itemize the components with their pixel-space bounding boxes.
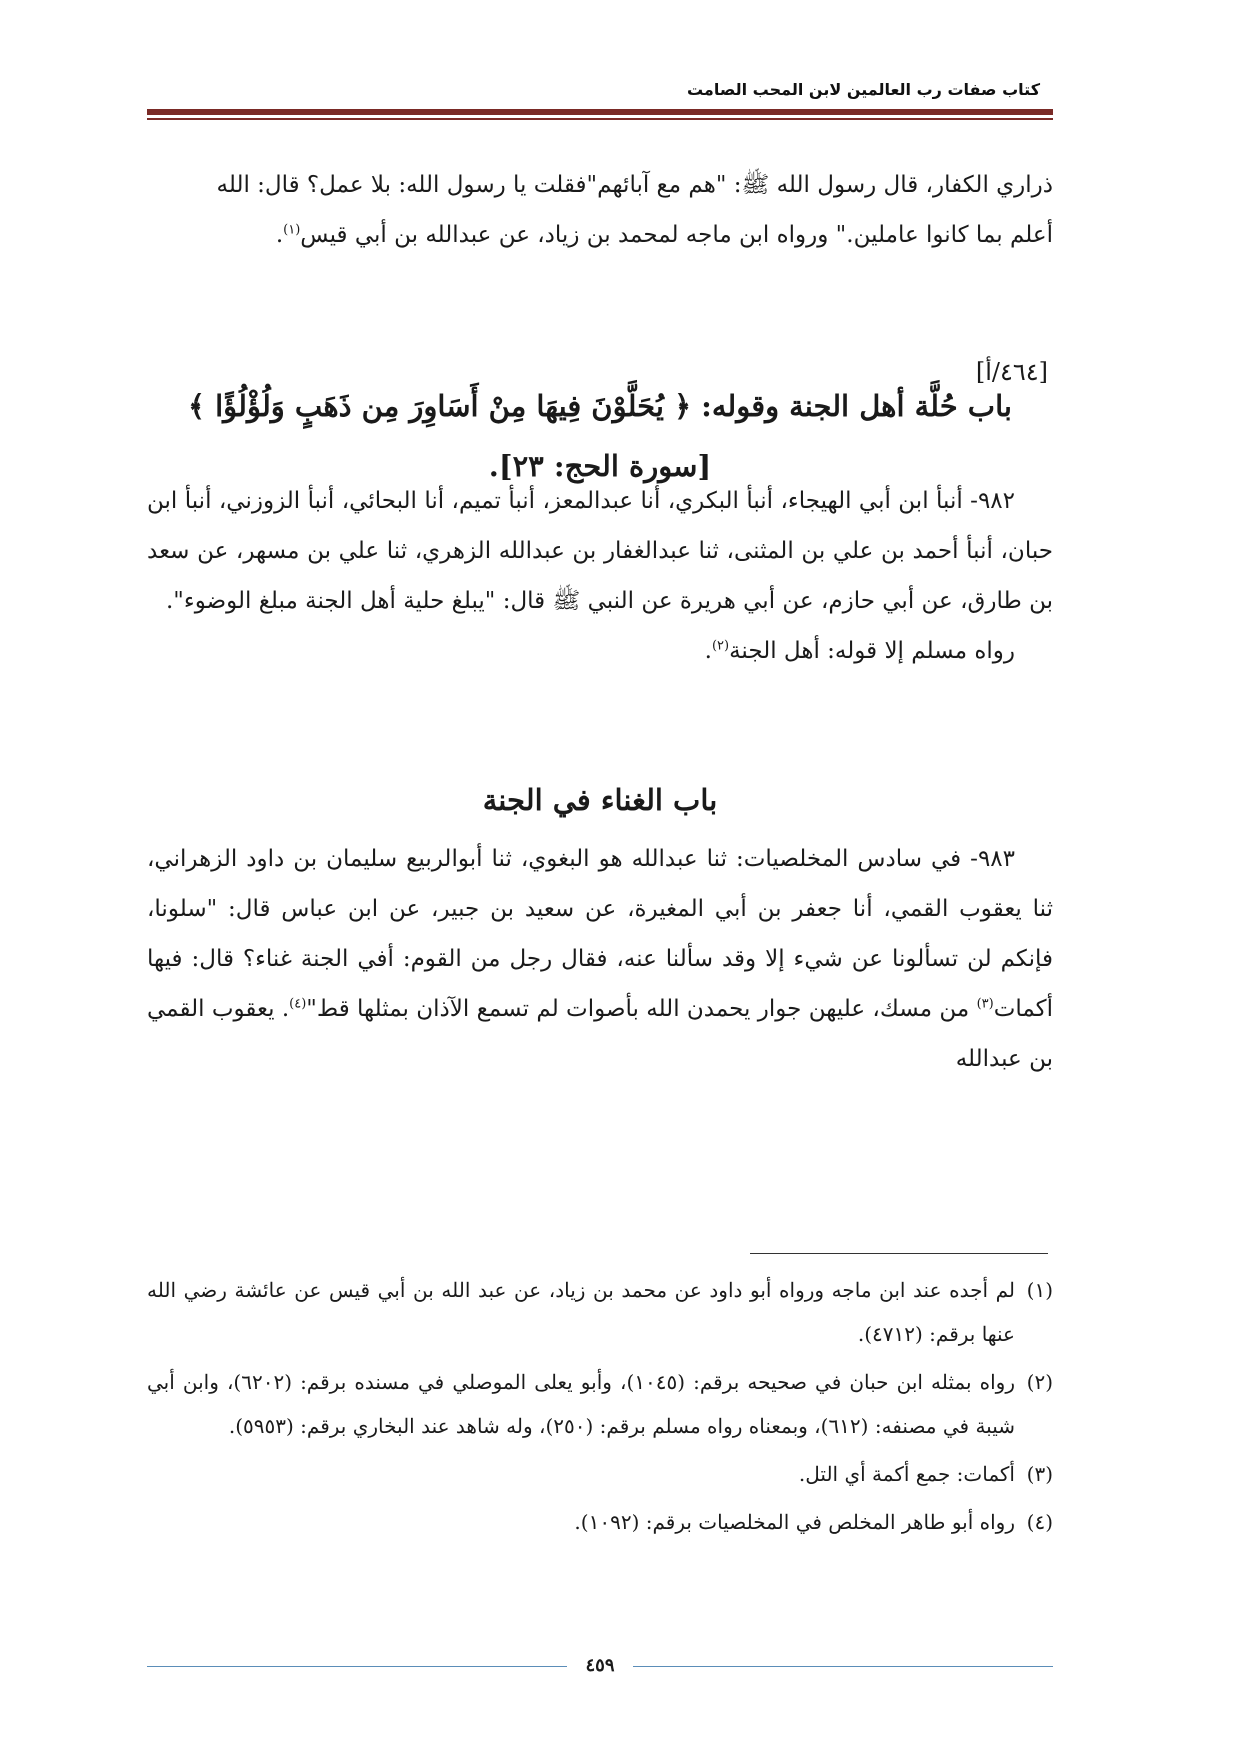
chapter-title-line-2: [سورة الحج: ٢٣].: [488, 449, 712, 483]
hadith-983-part-2: من مسك، عليهن جوار يحمدن الله بأصوات لم تسمع الآذان بمثلها قط": [306, 996, 977, 1022]
intro-line-2-text: أعلم بما كانوا عاملين." ورواه ابن ماجه لمحمد بن زياد، عن عبدالله بن أبي قيس: [300, 222, 1053, 248]
intro-line-1: ذراري الكفار، قال رسول الله ﷺ: "هم مع آبائهم"فقلت يا رسول الله: بلا عمل؟ قال: الله: [216, 172, 1053, 198]
footnote-item: [147, 1268, 1053, 1356]
footnote-number: (١): [1026, 1278, 1053, 1302]
chapter-title-line-1: باب حُلَّة أهل الجنة وقوله: ﴿ يُحَلَّوْنَ فِيهَا مِنْ أَسَاوِرَ مِن ذَهَبٍ وَلُؤْلُؤًا ﴾: [188, 389, 1012, 423]
header-rule: [147, 109, 1053, 115]
chapter-title-singing: باب الغناء في الجنة: [482, 783, 718, 817]
footnote-ref-1[interactable]: (١): [283, 222, 301, 238]
footnote-number: (٤): [1026, 1510, 1053, 1534]
citation-end: .: [704, 638, 712, 664]
hadith-983-part-3: . يعقوب القمي بن عبدالله: [147, 996, 1053, 1072]
footnote-ref-4[interactable]: (٤): [289, 996, 307, 1012]
hadith-982-text: ٩٨٢- أنبأ ابن أبي الهيجاء، أنبأ البكري، أنا عبدالمعز، أنبأ تميم، أنا البحائي، أنبأ الزوزني، أنبأ ابن حبان، أنبأ أحمد بن علي بن المثنى، ثنا عبدالغفار بن عبدالله الزهري، ثنا علي بن مسهر، عن سعد بن طارق، عن أبي حازم، عن أبي هريرة عن النبي ﷺ قال: "يبلغ حلية أهل الجنة مبلغ الوضوء".: [147, 488, 1053, 614]
footnote-text: رواه بمثله ابن حبان في صحيحه برقم: (١٠٤٥)، وأبو يعلى الموصلي في مسنده برقم: (٦٢٠٢)، وابن أبي شيبة في مصنفه: (٦١٢)، وبمعناه رواه مسلم برقم: (٢٥٠)، وله شاهد عند البخاري برقم: (٥٩٥٣).: [147, 1370, 1015, 1438]
footnote-text: لم أجده عند ابن ماجه ورواه أبو داود عن محمد بن زياد، عن عبد الله بن أبي قيس عن عائشة رضي الله عنها برقم: (٤٧١٢).: [147, 1278, 1015, 1346]
footnote-item: [147, 1452, 1053, 1496]
hadith-983-part-1: ٩٨٣- في سادس المخلصيات: ثنا عبدالله هو البغوي، ثنا أبوالربيع سليمان بن داود الزهراني، ثنا يعقوب القمي، أنا جعفر بن أبي المغيرة، عن سعيد بن جبير، عن ابن عباس قال: "سلونا، فإنكم لن تسألونا عن شيء إلا وقد سألنا عنه، فقال رجل من القوم: أفي الجنة غناء؟ قال: فيها أكمات: [147, 846, 1053, 1022]
hadith-982-citation: [147, 626, 1053, 676]
footer-rule-left: [147, 1666, 567, 1667]
hadith-982-block: [147, 476, 1053, 676]
footnotes-list: [147, 1268, 1053, 1548]
page-footer: [147, 1655, 1053, 1679]
page-number: ٤٥٩: [585, 1655, 615, 1676]
intro-line-2: [147, 210, 1053, 260]
running-header-title: كتاب صفات رب العالمين لابن المحب الصامت: [686, 80, 1040, 99]
hadith-983-text: [147, 834, 1053, 1084]
citation-text: رواه مسلم إلا قوله: أهل الجنة: [729, 638, 1015, 664]
footnote-ref-3[interactable]: (٣): [976, 996, 994, 1012]
header-rule-thin: [147, 118, 1053, 120]
footnote-number: (٣): [1026, 1462, 1053, 1486]
footnote-item: [147, 1360, 1053, 1448]
footnote-separator: [750, 1253, 1048, 1254]
footnote-number: (٢): [1026, 1370, 1053, 1394]
folio-marker: [٤٦٤/أ]: [975, 358, 1048, 386]
intro-paragraph: [147, 160, 1053, 260]
footnote-item: [147, 1500, 1053, 1544]
footnote-ref-2[interactable]: (٢): [711, 638, 730, 654]
intro-line-2-end: .: [275, 222, 284, 248]
hadith-983-block: [147, 834, 1053, 1084]
footnote-text: رواه أبو طاهر المخلص في المخلصيات برقم: (١٠٩٢).: [574, 1510, 1015, 1534]
footnote-text: أكمات: جمع أكمة أي التل.: [798, 1462, 1015, 1486]
